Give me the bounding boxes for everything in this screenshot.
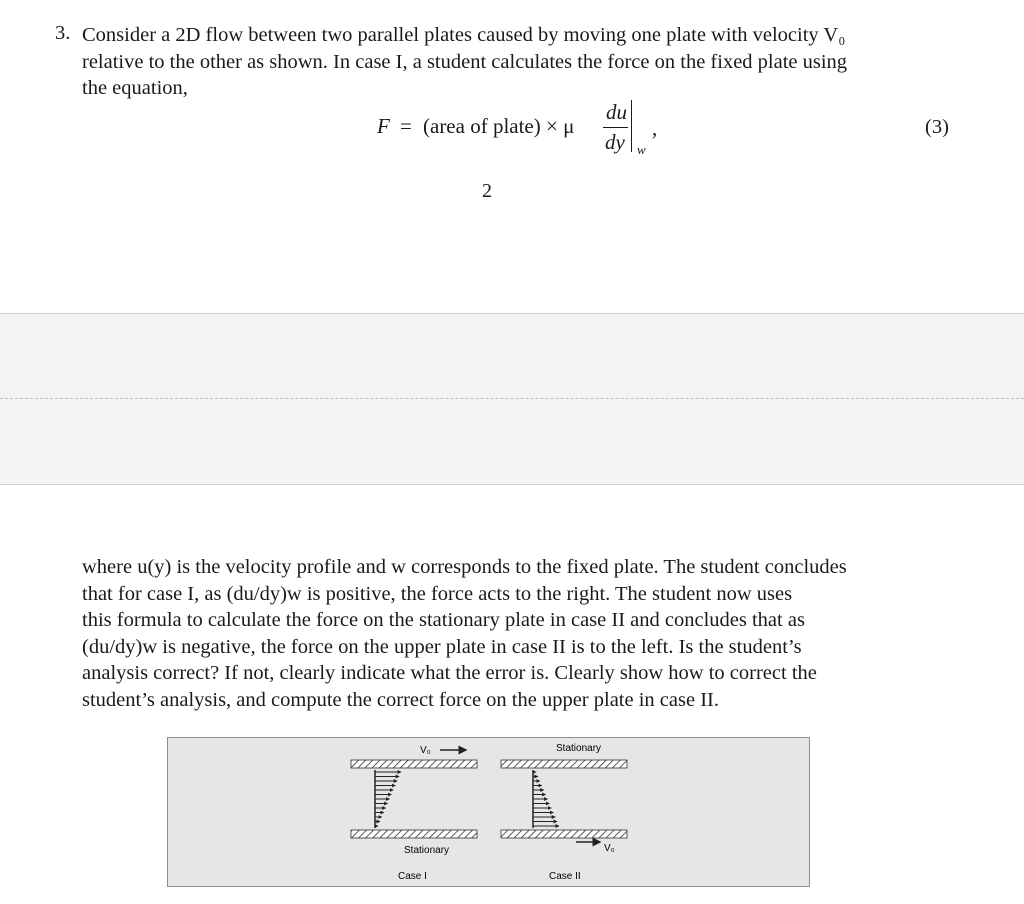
force-equation xyxy=(377,100,677,160)
equation-numerator: du xyxy=(606,100,627,124)
page-number: 2 xyxy=(482,180,492,202)
case2-top-label: Stationary xyxy=(556,743,602,754)
case1-top-plate xyxy=(351,760,477,768)
equation-denominator: dy xyxy=(605,130,625,154)
evaluation-bar xyxy=(631,100,632,152)
case1-caption: Case I xyxy=(398,871,427,882)
equation-lhs: F xyxy=(377,114,390,138)
case2-bottom-plate xyxy=(501,830,627,838)
case2-caption: Case II xyxy=(549,871,581,882)
case1-top-label: V₀ xyxy=(420,745,431,756)
equation-middle: (area of plate) × μ xyxy=(423,114,575,138)
flow-diagram xyxy=(168,738,809,886)
case1-bottom-plate xyxy=(351,830,477,838)
equation-label: (3) xyxy=(925,116,949,138)
case1-velocity-profile xyxy=(375,772,401,826)
case2-bottom-label: V₀ xyxy=(604,843,615,854)
body-line-4: (du/dy)w is negative, the force on the upper plate in case II is to the left. Is the student’s xyxy=(82,635,802,658)
body-line-3: this formula to calculate the force on the stationary plate in case II and concludes that as xyxy=(82,609,805,631)
page-break xyxy=(0,313,1024,485)
intro-line-2: relative to the other as shown. In case I, a student calculates the force on the fixed plate using xyxy=(82,50,848,73)
intro-line-1: Consider a 2D flow between two parallel plates caused by moving one plate with velocity V₀ xyxy=(82,24,846,46)
fraction-bar xyxy=(603,127,628,128)
equation-equals: = xyxy=(400,114,412,138)
body-line-5: analysis correct? If not, clearly indicate what the error is. Clearly show how to correct the xyxy=(82,662,817,684)
flow-figure xyxy=(167,737,810,887)
body-line-2: that for case I, as (du/dy)w is positive, the force acts to the right. The student now uses xyxy=(82,582,793,605)
case2-top-plate xyxy=(501,760,627,768)
case2-velocity-profile xyxy=(533,772,559,826)
body-line-1: where u(y) is the velocity profile and w corresponds to the fixed plate. The student concludes xyxy=(82,556,847,578)
equation-subscript: w xyxy=(637,142,646,157)
intro-line-3: the equation, xyxy=(82,77,188,99)
question-body xyxy=(82,554,953,713)
question-intro xyxy=(82,22,953,102)
question-number: 3. xyxy=(55,22,71,44)
case1-bottom-label: Stationary xyxy=(404,845,450,856)
page-break-divider xyxy=(0,398,1024,399)
equation-comma: , xyxy=(652,116,658,140)
body-line-6: student’s analysis, and compute the correct force on the upper plate in case II. xyxy=(82,688,719,711)
